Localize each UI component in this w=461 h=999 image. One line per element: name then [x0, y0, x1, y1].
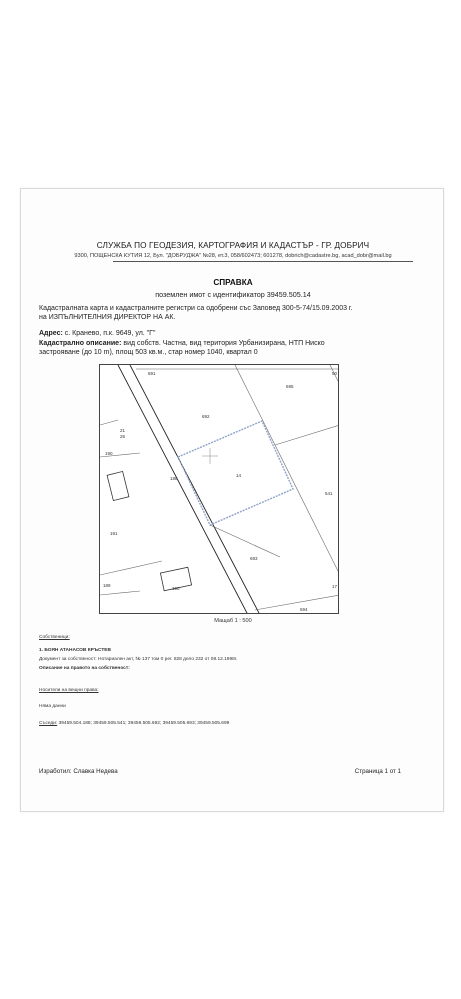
ownership-document-value: Нотариален акт, № 137 том 0 рег. 828 дело 232 от 08.12.1998г. [96, 657, 238, 662]
agency-title: СЛУЖБА ПО ГЕОДЕЗИЯ, КАРТОГРАФИЯ И КАДАСТЪР - ГР. ДОБРИЧ [96, 241, 370, 250]
map-drawing [100, 365, 339, 614]
map-label: 541 [325, 491, 333, 496]
ownership-document-label: Документ за собственост: [39, 657, 97, 662]
header-divider [113, 261, 413, 262]
description-line-1 [39, 340, 325, 347]
parcel-boundary [210, 525, 280, 557]
neighbors-value: 39459.504.188; 39459.505.541; 39459.505.692; 39459.505.693; 39459.505.699 [57, 721, 230, 726]
map-label: 691 [148, 371, 156, 376]
building-outline [107, 471, 129, 500]
map-label: 14 [236, 473, 242, 478]
parcel-boundary [100, 561, 162, 575]
road-edge-line [118, 365, 248, 614]
map-label: 695 [286, 384, 294, 389]
map-label: 190 [172, 586, 180, 591]
map-label: 188 [170, 476, 178, 481]
description-value: вид собств. Частна, вид територия Урбанизирана, НТП Ниско [121, 340, 325, 347]
ownership-right-label: Описание на правото на собственост: [39, 666, 130, 671]
parcel-boundary [100, 420, 118, 425]
document-subtitle: поземлен имот с идентификатор 39459.505.14 [155, 290, 311, 299]
map-label: 694 [300, 607, 308, 612]
owners-heading: Собственици: [39, 635, 70, 640]
document-title: СПРАВКА [213, 278, 253, 287]
description-line-2: застрояване (до 10 m), площ 503 кв.м., стар номер 1040, квартал 0 [39, 349, 258, 356]
parcel-boundary [235, 365, 275, 445]
map-label: 692 [202, 414, 210, 419]
ownership-document [39, 657, 237, 662]
parcel-boundary [275, 425, 339, 445]
neighbors-line [39, 721, 229, 726]
order-line-2: на ИЗПЪЛНИТЕЛНИЯ ДИРЕКТОР НА АК. [39, 314, 176, 321]
page-number: Страница 1 от 1 [354, 768, 401, 775]
address-line [39, 330, 155, 337]
road-edge-line [130, 365, 260, 614]
rights-heading: Носители на вещни права: [39, 688, 99, 693]
map-label: 190 [105, 451, 113, 456]
document-page [20, 188, 444, 812]
parcel-boundary [100, 591, 140, 595]
map-label: 17 [332, 584, 338, 589]
prepared-by: Изработил: Славка Недева [39, 768, 118, 775]
map-label: 21 [120, 428, 126, 433]
parcel-boundary [255, 595, 339, 610]
map-label: 26 [120, 434, 126, 439]
owner-name: 1. БОЯН АТАНАСОВ КРЪСТЕВ [39, 648, 111, 653]
cadastral-map [99, 364, 339, 614]
map-scale: Мащаб 1 : 500 [214, 618, 252, 624]
parcel-boundary [275, 445, 339, 575]
map-label: 191 [110, 531, 118, 536]
address-label: Адрес: [39, 330, 63, 337]
document-content [21, 189, 445, 813]
map-label: 50 [332, 371, 338, 376]
agency-address: 9300, ПОЩЕНСКА КУТИЯ 12, Бул. "ДОБРУДЖА" №28, ет.3, 058/602473; 601278, dobrich@cadastre.bg, acad_dobr@mail.bg [74, 253, 392, 259]
map-label: 189 [103, 583, 111, 588]
description-label: Кадастрално описание: [39, 340, 122, 347]
map-label: 693 [250, 556, 258, 561]
address-value: с. Кранево, п.к. 9649, ул. "Г" [62, 330, 156, 337]
neighbors-label: Съседи: [39, 721, 58, 726]
rights-none: Няма данни [39, 704, 66, 709]
order-line-1: Кадастралната карта и кадастралните регистри са одобрени със Заповед 300-5-74/15.09.2003 г. [39, 305, 353, 312]
